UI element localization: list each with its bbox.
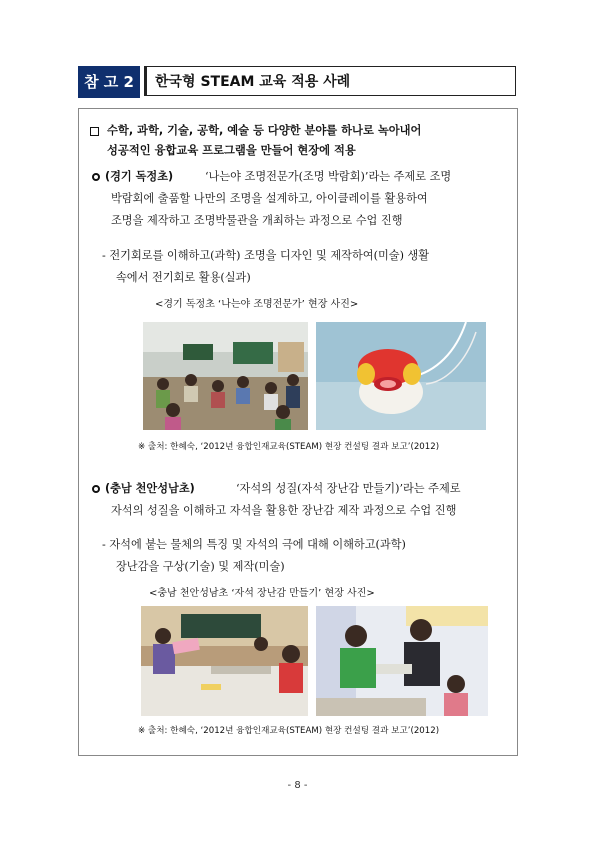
case2-photo-caption: <충남 천안성남초 ‘자석 장난감 만들기’ 현장 사진> [149, 588, 375, 599]
circle-bullet-icon [92, 485, 100, 493]
case2-source: ※ 출처: 한혜숙, ‘2012년 융합인재교육(STEAM) 현장 컨설팅 결과 보고’(2012) [138, 726, 440, 736]
case1-dash-1: - 전기회로를 이해하고(과학) 조명을 디자인 및 제작하여(미술) 생활 [102, 249, 430, 262]
case1-school: (경기 독정초) [105, 170, 174, 183]
section-header [78, 66, 516, 98]
case2-dash-1: - 자석에 붙는 물체의 특징 및 자석의 극에 대해 이해하고(과학) [102, 538, 406, 551]
case1-line-3: 조명을 제작하고 조명박물관을 개최하는 과정으로 수업 진행 [111, 214, 403, 227]
case1-dash-2: 속에서 전기회로 활용(실과) [116, 271, 251, 284]
section-title: 한국형 STEAM 교육 적용 사례 [144, 66, 516, 96]
case1-line-1: ‘나는야 조명전문가(조명 박람회)’라는 주제로 조명 [205, 170, 452, 183]
case2-dash-2: 장난감을 구상(기술) 및 제작(미술) [116, 560, 285, 573]
lead-line-1: 수학, 과학, 기술, 공학, 예술 등 다양한 분야를 하나로 녹아내어 [107, 124, 422, 137]
case1-line-2: 박람회에 출품할 나만의 조명을 설계하고, 아이클레이를 활용하여 [111, 192, 428, 205]
lead-line-2: 성공적인 융합교육 프로그램을 만들어 현장에 적용 [107, 144, 356, 157]
case2-school: (충남 천안성남초) [105, 482, 195, 495]
page-number: - 8 - [287, 780, 308, 791]
case2-line-2: 자석의 성질을 이해하고 자석을 활용한 장난감 제작 과정으로 수업 진행 [111, 504, 457, 517]
magnet-class-photo [141, 606, 308, 716]
case1-source: ※ 출처: 한혜숙, ‘2012년 융합인재교육(STEAM) 현장 컨설팅 결과 보고’(2012) [138, 442, 440, 452]
case2-line-1: ‘자석의 성질(자석 장난감 만들기)’라는 주제로 [236, 482, 461, 495]
square-bullet-icon [90, 127, 99, 136]
reference-badge: 참 고 2 [78, 66, 140, 98]
clay-lamp-photo [316, 322, 486, 430]
case1-photo-caption: <경기 독정초 ‘나는야 조명전문가’ 현장 사진> [155, 299, 359, 310]
magnet-toy-photo [316, 606, 488, 716]
classroom-photo [143, 322, 308, 430]
circle-bullet-icon [92, 173, 100, 181]
